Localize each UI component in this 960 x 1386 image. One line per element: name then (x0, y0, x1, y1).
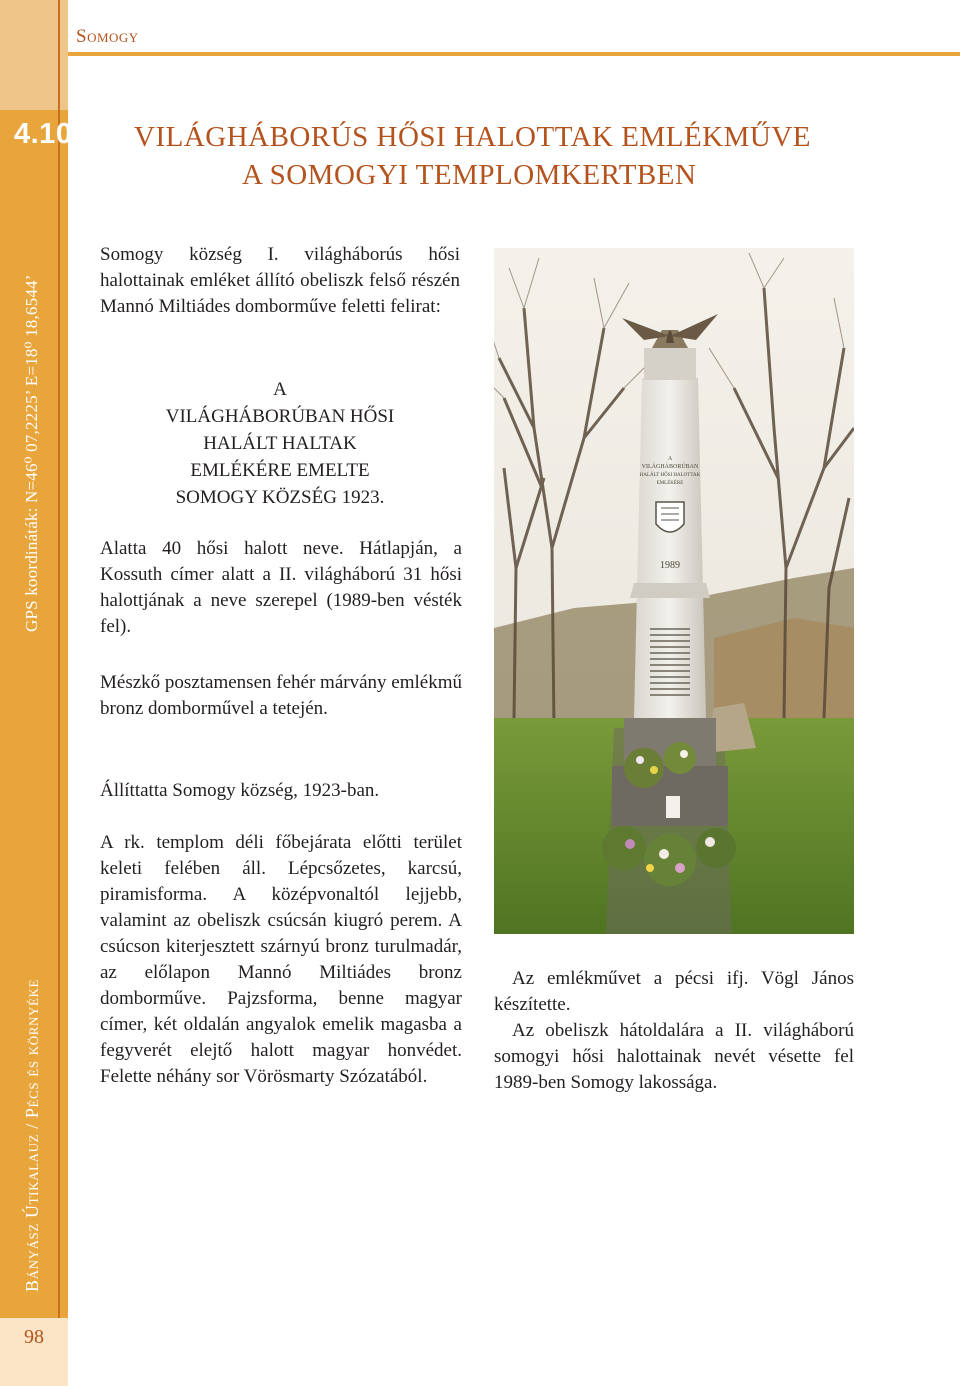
plaque-title-line: A (667, 456, 673, 462)
material-block (100, 670, 462, 722)
intro-paragraph: Somogy község I. világháborús hősi halottainak emléket állító obeliszk felső részén Mannó Miltiádes domborműve feletti felirat: (100, 244, 460, 317)
erected-paragraph: Állíttatta Somogy község, 1923-ban. (100, 780, 380, 801)
names-block (100, 536, 462, 640)
inscription-line: HALÁLT HALTAK (203, 433, 357, 454)
maker-paragraph: Az emlékművet a pécsi ifj. Vögl János készítette. (494, 968, 854, 1015)
plaque-title-line: EMLÉKÉRE (656, 481, 684, 486)
monument-photo (494, 248, 854, 934)
plaque-title-line: HALÁLT HŐSI HALOTTAK (639, 473, 701, 478)
monument-photo-image (494, 248, 854, 934)
plaque-year: 1989 (660, 560, 680, 571)
gps-coordinates: GPS koordináták: N=46⁰ 07,2225’ E=18⁰ 18,6544’ (22, 274, 41, 632)
section-title-line-1: VILÁGHÁBORÚS HŐSI HALOTTAK EMLÉKMŰVE (134, 121, 811, 153)
inscription-line: SOMOGY KÖZSÉG 1923. (175, 487, 385, 508)
running-header: Somogy (76, 26, 139, 47)
page-number: 98 (0, 1318, 68, 1386)
inscription-line: A (273, 379, 287, 400)
maker-block (494, 966, 854, 1096)
inscription-line: VILÁGHÁBORÚBAN HŐSI (165, 406, 395, 427)
sidebar-divider (58, 0, 60, 1386)
section-title (134, 118, 854, 194)
series-title: Bányász Útikalauz / Pécs és környéke (22, 978, 42, 1292)
inscription (100, 376, 460, 511)
inscription-line: EMLÉKÉRE EMELTE (190, 460, 370, 481)
erected-block (100, 778, 462, 804)
section-number: 4.10. (14, 118, 81, 150)
description-block (100, 830, 462, 1090)
description-paragraph: A rk. templom déli főbejárata előtti terület keleti felében áll. Lépcsőzetes, karcsú, piramisforma. A középvonaltól lejjebb, valamint az obeliszk csúcsán kiugró perem. A csúcson kiterjesztett szárnyú bronz turulmadár, az előlapon Mannó Miltiádes bronz domborműve. Pajzsforma, benne magyar címer, két oldalán angyalok emelik magasba a fegyverét elejtő halott magyar honvédet. Felette néhány sor Vörösmarty Szózatából. (100, 832, 462, 1087)
intro-block (100, 242, 460, 320)
header-rule (68, 52, 960, 56)
coat-of-arms-icon (656, 502, 684, 532)
back-inscription-paragraph: Az obeliszk hátoldalára a II. világháború somogyi hősi halottainak nevét vésette fel 1989-ben Somogy lakossága. (494, 1020, 854, 1093)
names-paragraph: Alatta 40 hősi halott neve. Hátlapján, a Kossuth címer alatt a II. világháború 31 hősi halottjának a neve szerepel (1989-ben vésték fel). (100, 538, 462, 637)
section-title-line-2: A SOMOGYI TEMPLOMKERTBEN (242, 159, 697, 191)
material-paragraph: Mészkő posztamensen fehér márvány emlékmű bronz domborművel a tetején. (100, 672, 462, 719)
plaque-title-line: VILÁGHÁBORÚBAN (641, 464, 699, 470)
